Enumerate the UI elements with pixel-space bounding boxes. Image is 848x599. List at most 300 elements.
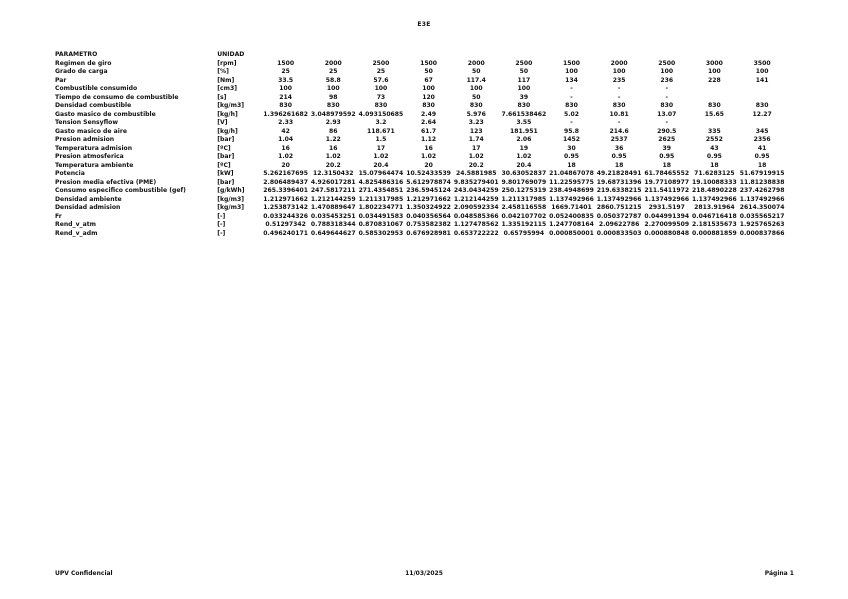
- table-cell: 2813.91964: [694, 204, 735, 211]
- row-parameter: Potencia: [55, 170, 85, 177]
- table-cell: 2.181535673: [692, 221, 737, 228]
- table-cell: 830: [612, 102, 626, 109]
- row-unit: [-]: [217, 212, 226, 220]
- table-cell: 25: [281, 68, 290, 75]
- table-cell: 1.470889647: [310, 204, 356, 211]
- table-cell: 243.0434259: [453, 187, 499, 194]
- table-cell: 73: [376, 93, 386, 101]
- table-cell: 61.78465552: [644, 170, 690, 177]
- table-cell: 2552: [705, 136, 723, 143]
- table-cell: 20.4: [373, 161, 389, 169]
- table-cell: 1.253873142: [263, 204, 308, 211]
- table-cell: 100: [708, 68, 721, 75]
- row-unit: [Nm]: [217, 76, 235, 84]
- table-cell: 830: [326, 102, 340, 109]
- table-row: [55, 77, 786, 86]
- row-parameter: Presion media efectiva (PME): [55, 178, 157, 186]
- table-cell: 50: [471, 93, 481, 101]
- table-cell: 33.5: [278, 76, 294, 84]
- table-cell: 16: [329, 144, 338, 152]
- table-cell: 21.04867078: [549, 170, 594, 177]
- table-row: [55, 153, 786, 162]
- table-row: [55, 170, 786, 179]
- table-cell: 41: [757, 144, 767, 152]
- table-cell: 0.052400835: [549, 212, 594, 220]
- table-cell: 19.77108977: [644, 178, 690, 186]
- table-cell: 1.137492966: [644, 195, 690, 203]
- row-parameter: Densidad admision: [55, 204, 121, 211]
- table-cell: 117: [517, 76, 531, 84]
- table-cell: 30: [567, 144, 576, 152]
- table-cell: 0.034491583: [358, 212, 404, 220]
- table-cell: 98: [329, 93, 338, 101]
- table-cell: [738, 94, 786, 103]
- table-cell: 2.49: [421, 110, 437, 118]
- table-cell: 830: [279, 102, 293, 109]
- table-cell: 7.661538462: [501, 110, 547, 118]
- table-cell: 123: [469, 127, 483, 135]
- table-cell: 61.7: [421, 127, 437, 135]
- table-cell: 19.68731396: [596, 178, 642, 186]
- table-cell: 3.2: [375, 119, 387, 126]
- table-cell: [691, 85, 739, 94]
- row-unit: [g/kWh]: [217, 187, 245, 194]
- table-cell: 134: [565, 76, 578, 84]
- table-cell: 1.212144259: [310, 195, 356, 203]
- table-cell: 1669.71401: [551, 204, 592, 211]
- table-cell: 2.64: [421, 119, 437, 126]
- table-cell: 141: [755, 76, 769, 84]
- table-cell: 0.496240171: [263, 229, 308, 237]
- row-unit: [bar]: [217, 153, 235, 160]
- table-cell: 214.6: [609, 127, 629, 135]
- row-parameter: Tension Sensyflow: [55, 119, 118, 126]
- table-cell: 4.093150685: [358, 110, 404, 118]
- table-cell: 100: [469, 85, 483, 92]
- row-unit: [-]: [217, 229, 226, 237]
- table-cell: 16: [424, 144, 433, 152]
- table-cell: 95.8: [563, 127, 580, 135]
- table-cell: 4.926017281: [310, 178, 356, 186]
- table-cell: 830: [755, 102, 769, 109]
- table-cell: 51.67919915: [739, 170, 785, 177]
- row-unit: [kW]: [217, 170, 234, 177]
- table-row: [55, 94, 786, 103]
- table-cell: 30.63052837: [501, 170, 547, 177]
- table-cell: 18: [567, 161, 576, 169]
- table-cell: 0.585302953: [358, 229, 404, 237]
- table-cell: 830: [517, 102, 531, 109]
- table-cell: 335: [708, 127, 721, 135]
- table-cell: 13.07: [657, 110, 677, 118]
- table-cell: 830: [708, 102, 721, 109]
- table-cell: 3000: [705, 59, 723, 67]
- table-cell: 219.6338215: [596, 187, 642, 194]
- table-cell: 2.806489437: [263, 178, 308, 186]
- table-cell: 1.02: [516, 153, 532, 160]
- row-parameter: Par: [55, 76, 67, 84]
- row-unit: [ºC]: [217, 161, 231, 169]
- table-cell: 67: [424, 76, 433, 84]
- table-cell: 0.95: [706, 153, 722, 160]
- table-cell: 0.95: [611, 153, 627, 160]
- table-cell: 20.2: [325, 161, 341, 169]
- table-cell: 50: [519, 68, 529, 75]
- table-cell: 1.22: [325, 136, 341, 143]
- table-cell: 1.350324922: [406, 204, 451, 211]
- table-cell: -: [665, 93, 669, 101]
- table-cell: 1.74: [468, 136, 484, 143]
- table-cell: 49.21828491: [596, 170, 642, 177]
- table-cell: 0.000837866: [739, 229, 785, 237]
- row-unit: [bar]: [217, 136, 235, 143]
- table-cell: 100: [517, 85, 531, 92]
- table-cell: 86: [329, 127, 338, 135]
- table-cell: -: [570, 85, 573, 92]
- row-parameter: Regimen de giro: [55, 59, 112, 67]
- table-row: [55, 136, 786, 145]
- table-cell: -: [665, 119, 669, 126]
- table-cell: 1.12: [421, 136, 437, 143]
- table-cell: 12.3150432: [313, 170, 354, 177]
- row-parameter: Presion admision: [55, 136, 115, 143]
- table-cell: 2.090592334: [453, 204, 499, 211]
- table-cell: 57.6: [373, 76, 389, 84]
- table-cell: [738, 119, 786, 128]
- table-cell: 1.02: [421, 153, 437, 160]
- table-row: [55, 221, 786, 230]
- table-cell: 2931.5197: [648, 204, 685, 211]
- table-row: [55, 60, 786, 69]
- table-row: [55, 145, 786, 154]
- table-cell: 4.825486316: [358, 178, 404, 186]
- table-cell: 9.835279401: [453, 178, 499, 186]
- footer-page-number: Página 1: [764, 570, 794, 577]
- row-parameter: Tiempo de consumo de combustible: [55, 93, 179, 101]
- table-cell: 1.02: [325, 153, 341, 160]
- table-cell: 1.212971662: [406, 195, 451, 203]
- table-cell: 0.035565217: [739, 212, 785, 220]
- table-cell: 2.06: [516, 136, 532, 143]
- table-cell: 0.753582382: [406, 221, 451, 228]
- table-cell: -: [570, 93, 573, 101]
- table-cell: 271.4354851: [358, 187, 404, 194]
- row-unit: [%]: [217, 68, 229, 75]
- table-cell: 100: [374, 85, 388, 92]
- table-row: [55, 179, 786, 188]
- table-cell: 0.95: [754, 153, 770, 160]
- table-cell: 100: [565, 68, 578, 75]
- table-cell: 247.5817211: [310, 187, 356, 194]
- row-parameter: Grado de carga: [55, 68, 108, 75]
- table-cell: 5.612978874: [406, 178, 451, 186]
- table-cell: 2500: [658, 59, 676, 67]
- table-cell: 50: [424, 68, 433, 75]
- table-cell: 2000: [324, 59, 342, 67]
- footer-confidential: UPV Confidencial: [55, 570, 113, 577]
- table-cell: 1.212971662: [263, 195, 308, 203]
- table-cell: 1500: [277, 59, 295, 67]
- table-cell: 100: [279, 85, 293, 92]
- table-cell: 2500: [372, 59, 390, 67]
- table-row: [55, 162, 786, 171]
- table-cell: 3.23: [468, 119, 484, 126]
- table-cell: 1.247708164: [549, 221, 594, 228]
- row-unit: [cm3]: [217, 85, 237, 92]
- table-cell: 0.95: [563, 153, 580, 160]
- row-parameter: Consumo especifico combustible (gef): [55, 187, 186, 194]
- row-unit: [kg/m3]: [217, 195, 245, 203]
- table-cell: 0.040356564: [406, 212, 451, 220]
- table-cell: 0.95: [659, 153, 675, 160]
- table-cell: 10.81: [609, 110, 629, 118]
- page-header: E3E: [417, 21, 431, 28]
- table-cell: 2537: [610, 136, 628, 143]
- table-cell: 1.335192115: [501, 221, 547, 228]
- table-cell: -: [665, 85, 669, 92]
- table-cell: 71.6283125: [694, 170, 735, 177]
- column-header-unidad: UNIDAD: [217, 51, 245, 58]
- row-parameter: Combustible consumido: [55, 85, 138, 92]
- row-unit: [ºC]: [217, 144, 231, 152]
- table-cell: 0.046716418: [692, 212, 737, 220]
- table-row: [55, 111, 786, 120]
- table-row: [55, 68, 786, 77]
- table-cell: 2625: [658, 136, 676, 143]
- table-body: [55, 60, 786, 239]
- table-cell: 237.4262798: [739, 187, 785, 194]
- table-cell: 20: [281, 161, 290, 169]
- table-cell: 2000: [467, 59, 485, 67]
- table-cell: 10.52433539: [406, 170, 451, 177]
- table-cell: 0.65795994: [503, 229, 545, 237]
- table-cell: 0.048585366: [453, 212, 499, 220]
- table-cell: 120: [422, 93, 435, 101]
- row-parameter: Presion atmosferica: [55, 153, 124, 160]
- table-cell: 1.04: [278, 136, 294, 143]
- table-cell: 830: [374, 102, 388, 109]
- table-cell: 36: [614, 144, 624, 152]
- row-unit: [kg/h]: [217, 110, 238, 118]
- row-unit: [kg/h]: [217, 127, 238, 135]
- table-cell: 1.802234771: [358, 204, 404, 211]
- table-cell: 1.211317985: [501, 195, 547, 203]
- table-cell: 17: [471, 144, 481, 152]
- row-parameter: Temperatura admision: [55, 144, 133, 152]
- row-unit: [s]: [217, 93, 227, 101]
- table-cell: 211.5411972: [644, 187, 690, 194]
- table-cell: 15.07964474: [358, 170, 404, 177]
- table-cell: 1500: [563, 59, 580, 67]
- table-cell: 1.137492966: [596, 195, 642, 203]
- table-row: [55, 102, 786, 111]
- table-cell: 1500: [420, 59, 438, 67]
- table-header-row: [55, 51, 786, 60]
- table-row: [55, 85, 786, 94]
- table-cell: 0.000880848: [644, 229, 690, 237]
- table-cell: 2356: [753, 136, 771, 143]
- table-cell: 3.048979592: [310, 110, 356, 118]
- table-cell: 39: [662, 144, 672, 152]
- table-cell: -: [617, 85, 621, 92]
- table-row: [55, 187, 786, 196]
- table-cell: 5.262167695: [263, 170, 308, 177]
- table-cell: 1.02: [468, 153, 484, 160]
- table-cell: 43: [710, 144, 719, 152]
- row-parameter: Temperatura ambiente: [55, 161, 134, 169]
- table-cell: 11.81238838: [739, 178, 785, 186]
- table-cell: 2.09622786: [598, 221, 640, 228]
- table-cell: 0.050372787: [596, 212, 642, 220]
- table-cell: 100: [660, 68, 674, 75]
- data-table: [55, 51, 786, 238]
- table-cell: [691, 119, 739, 128]
- table-cell: 18: [757, 161, 767, 169]
- table-cell: 2.93: [325, 119, 341, 126]
- table-cell: 0.51297342: [265, 221, 306, 228]
- table-row: [55, 213, 786, 222]
- table-cell: 1.212144259: [453, 195, 499, 203]
- table-cell: [691, 94, 739, 103]
- table-cell: 181.951: [509, 127, 538, 135]
- table-cell: 830: [660, 102, 674, 109]
- table-row: [55, 230, 786, 239]
- table-cell: 117.4: [466, 76, 486, 84]
- table-cell: 250.1275319: [501, 187, 547, 194]
- table-cell: 1.127478562: [453, 221, 499, 228]
- row-parameter: Densidad ambiente: [55, 195, 122, 203]
- table-cell: 830: [565, 102, 578, 109]
- table-cell: 100: [755, 68, 769, 75]
- table-cell: 18: [710, 161, 719, 169]
- table-cell: 11.22595775: [549, 178, 594, 186]
- table-cell: 1.211317985: [358, 195, 404, 203]
- table-cell: 20.2: [468, 161, 484, 169]
- table-cell: 2.270099509: [644, 221, 690, 228]
- table-cell: 345: [755, 127, 769, 135]
- table-cell: 218.4890228: [692, 187, 737, 194]
- table-cell: 265.3396401: [263, 187, 308, 194]
- row-unit: [rpm]: [217, 59, 237, 67]
- table-cell: 25: [376, 68, 386, 75]
- table-cell: 16: [281, 144, 290, 152]
- table-cell: 17: [376, 144, 386, 152]
- table-cell: 1.5: [375, 136, 387, 143]
- table-cell: 19.10088333: [692, 178, 737, 186]
- table-cell: 214: [279, 93, 293, 101]
- row-parameter: Gasto masico de combustible: [55, 110, 156, 118]
- row-parameter: Densidad combustible: [55, 102, 132, 109]
- table-cell: 100: [326, 85, 340, 92]
- table-row: [55, 204, 786, 213]
- row-unit: [bar]: [217, 178, 235, 186]
- table-cell: 2860.751215: [596, 204, 642, 211]
- table-cell: 0.649644627: [310, 229, 356, 237]
- table-cell: -: [570, 119, 573, 126]
- table-cell: 0.000881859: [692, 229, 737, 237]
- table-row: [55, 196, 786, 205]
- table-cell: 0.000833503: [596, 229, 642, 237]
- table-cell: 19: [519, 144, 529, 152]
- table-cell: 0.000850001: [549, 229, 594, 237]
- table-cell: [738, 85, 786, 94]
- table-cell: 290.5: [657, 127, 677, 135]
- table-cell: 15.65: [704, 110, 725, 118]
- table-cell: -: [617, 119, 621, 126]
- table-cell: 3500: [753, 59, 771, 67]
- row-unit: [V]: [217, 119, 228, 126]
- row-unit: [-]: [217, 221, 226, 228]
- table-cell: 100: [422, 85, 435, 92]
- table-row: [55, 119, 786, 128]
- table-cell: 2000: [610, 59, 628, 67]
- table-cell: 39: [519, 93, 529, 101]
- table-cell: 0.042107702: [501, 212, 547, 220]
- table-cell: 50: [471, 68, 481, 75]
- table-cell: 228: [708, 76, 721, 84]
- table-cell: 0.653722222: [453, 229, 499, 237]
- table-cell: 0.870831067: [358, 221, 404, 228]
- table-cell: 2.33: [278, 119, 294, 126]
- table-cell: 238.4948699: [549, 187, 594, 194]
- row-parameter: Rend_v_atm: [55, 221, 96, 228]
- table-cell: 0.676928981: [406, 229, 451, 237]
- table-cell: 1.02: [278, 153, 294, 160]
- table-cell: 20: [424, 161, 433, 169]
- table-cell: 1.137492966: [739, 195, 785, 203]
- table-cell: 18: [614, 161, 624, 169]
- table-cell: 3.55: [516, 119, 532, 126]
- table-cell: 24.5881985: [455, 170, 497, 177]
- table-cell: -: [617, 93, 621, 101]
- table-cell: 1.396261682: [263, 110, 308, 118]
- table-cell: 9.801769079: [501, 178, 547, 186]
- table-cell: 5.02: [563, 110, 580, 118]
- table-cell: 20.4: [516, 161, 532, 169]
- table-cell: 0.788318344: [310, 221, 356, 228]
- row-unit: [kg/m3]: [217, 204, 245, 211]
- table-cell: 0.035453251: [310, 212, 356, 220]
- table-cell: 25: [329, 68, 338, 75]
- table-cell: 18: [662, 161, 672, 169]
- column-header-parametro: PARÁMETRO: [55, 51, 98, 58]
- table-cell: 1.137492966: [549, 195, 594, 203]
- table-cell: 0.033244326: [263, 212, 308, 220]
- table-cell: 236: [660, 76, 674, 84]
- table-cell: 236.5945124: [406, 187, 451, 194]
- table-cell: 1.137492966: [692, 195, 737, 203]
- table-cell: 830: [469, 102, 483, 109]
- table-cell: 100: [612, 68, 626, 75]
- row-parameter: Gasto masico de aire: [55, 127, 128, 135]
- table-cell: 0.044991394: [644, 212, 690, 220]
- table-cell: 5.976: [466, 110, 486, 118]
- table-cell: 2614.350074: [739, 204, 785, 211]
- row-parameter: Fr: [55, 212, 62, 220]
- table-cell: 235: [612, 76, 626, 84]
- table-cell: 2.458116558: [501, 204, 547, 211]
- table-cell: 118.671: [367, 127, 395, 135]
- row-parameter: Rend_v_adm: [55, 229, 98, 237]
- table-cell: 42: [281, 127, 290, 135]
- table-cell: 1.02: [373, 153, 389, 160]
- row-unit: [kg/m3]: [217, 102, 245, 109]
- table-row: [55, 128, 786, 137]
- footer-date: 11/03/2025: [405, 570, 443, 577]
- table-cell: 58.8: [325, 76, 341, 84]
- table-cell: 830: [422, 102, 435, 109]
- table-cell: 2500: [515, 59, 533, 67]
